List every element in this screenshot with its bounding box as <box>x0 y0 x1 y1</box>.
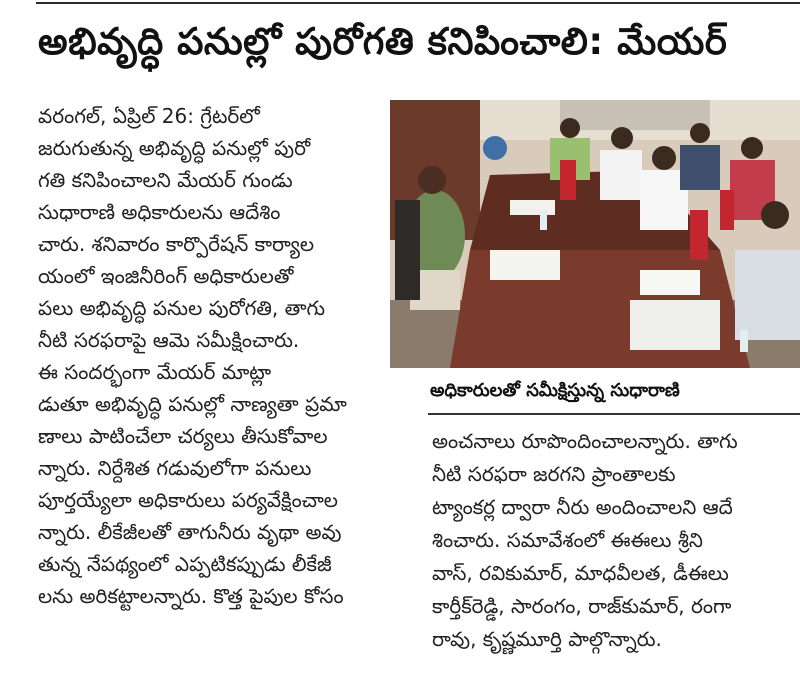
text-line: తున్న నేపథ్యంలో ఎప్పటికప్పుడు లీకేజీ <box>38 552 332 576</box>
text-line: అంచనాలు రూపొందించాలన్నారు. తాగు <box>432 429 738 453</box>
text-line: న్నారు. లీకేజీలతో తాగునీరు వృథా అవు <box>38 520 342 544</box>
headline: అభివృద్ధి పనుల్లో పురోగతి కనిపించాలి: మేయర్ <box>38 20 728 63</box>
text-line: కార్తీక్‌రెడ్డి, సారంగం, రాజ్‌కుమార్, రంగా <box>432 594 732 618</box>
article-right-column <box>432 425 800 656</box>
top-rule <box>36 2 800 4</box>
text-line: వాస్, రవికుమార్, మాధవీలత, డీఈలు <box>432 561 729 585</box>
text-line: రావు, కృష్ణమూర్తి పాల్గొన్నారు. <box>432 627 662 651</box>
text-line: ణాలు పాటించేలా చర్యలు తీసుకోవాల <box>38 424 328 448</box>
text-line: పలు అభివృద్ధి పనుల పురోగతి, తాగు <box>38 296 326 320</box>
text-line: ఈ సందర్భంగా మేయర్ మాట్లా <box>38 360 272 384</box>
text-line: సుధారాణి అధికారులను ఆదేశిం <box>38 200 281 224</box>
text-line: న్నారు. నిర్దేశిత గడువులోగా పనులు <box>38 456 312 480</box>
text-line: జరుగుతున్న అభివృద్ధి పనుల్లో పురో <box>38 136 311 160</box>
text-line: చారు. శనివారం కార్పొరేషన్ కార్యాల <box>38 232 315 256</box>
text-line: ట్యాంకర్ల ద్వారా నీరు అందించాలని ఆదే <box>432 495 733 519</box>
meeting-photo <box>390 100 800 368</box>
text-line: గతి కనిపించాలని మేయర్ గుండు <box>38 168 293 192</box>
photo-caption: అధికారులతో సమీక్షిస్తున్న సుధారాణి <box>430 380 680 401</box>
text-line: లను అరికట్టాలన్నారు. కొత్త పైపుల కోసం <box>38 584 344 608</box>
text-line: పూర్తయ్యేలా అధికారులు పర్యవేక్షించాల <box>38 488 338 512</box>
article-left-column <box>38 100 378 612</box>
text-line: డుతూ అభివృద్ధి పనుల్లో నాణ్యతా ప్రమా <box>38 392 347 416</box>
text-line: యంలో ఇంజినీరింగ్ అధికారులతో <box>38 264 294 288</box>
text-line: నీటి సరఫరా జరగని ప్రాంతాలకు <box>432 462 676 486</box>
caption-divider <box>428 413 800 415</box>
text-line: వరంగల్, ఏప్రిల్ 26: గ్రేటర్‌లో <box>38 104 260 128</box>
text-line: నీటి సరఫరాపై ఆమె సమీక్షించారు. <box>38 328 300 352</box>
text-line: శించారు. సమావేశంలో ఈఈలు శ్రీని <box>432 528 703 552</box>
